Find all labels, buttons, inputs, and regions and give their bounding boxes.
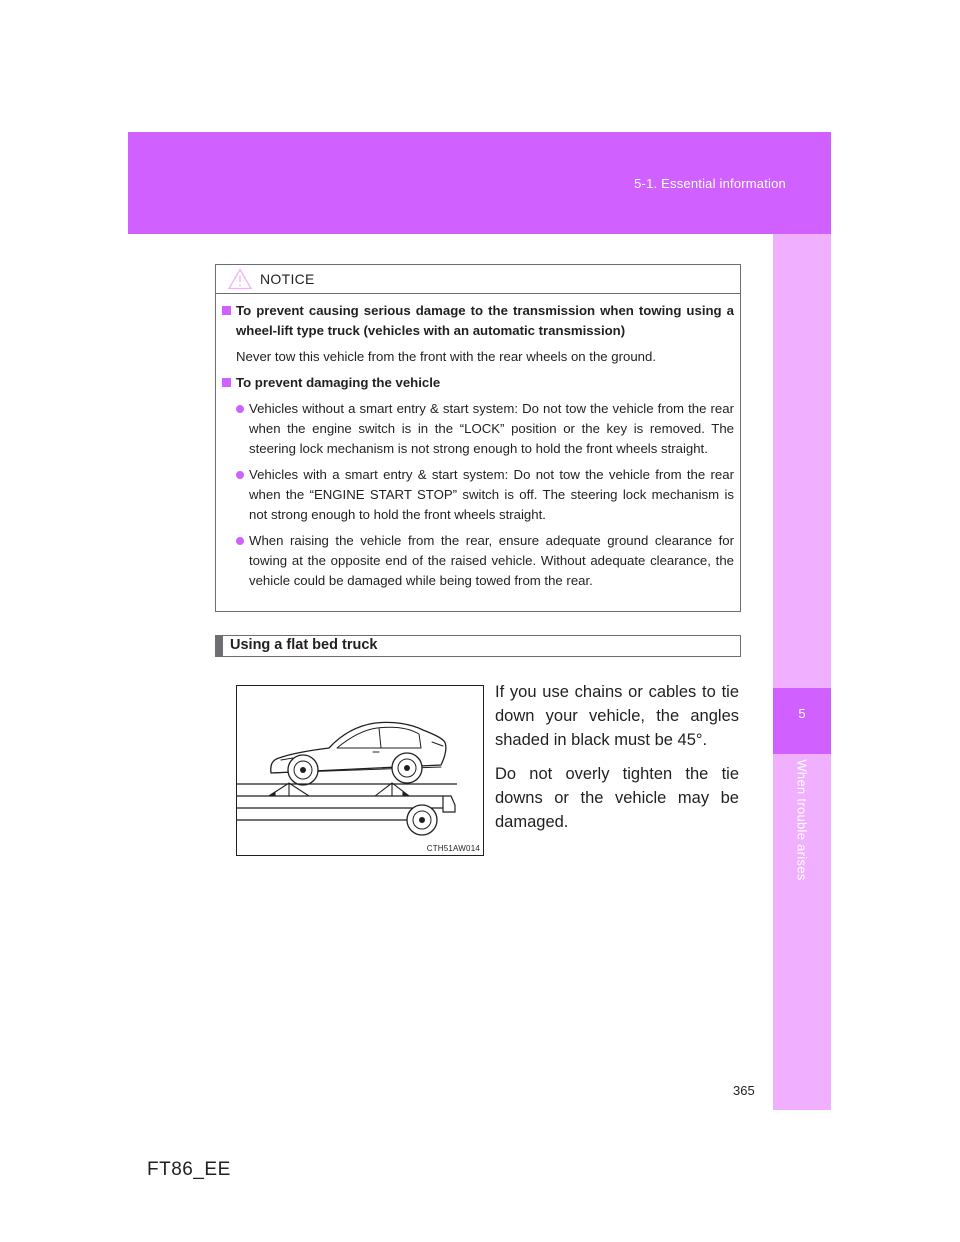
chapter-number: 5 <box>798 706 806 721</box>
round-bullet-icon <box>236 471 244 479</box>
round-bullet-icon <box>236 405 244 413</box>
notice-item-heading: To prevent causing serious damage to the transmission when towing using a wheel-lift type truck (vehicles with an automatic transmission) <box>222 301 734 341</box>
page-number: 365 <box>733 1083 755 1098</box>
notice-body <box>222 301 734 591</box>
notice-bullet: When raising the vehicle from the rear, ensure adequate ground clearance for towing at the opposite end of the raised vehicle. Without adequate clearance, the vehicle could be damaged while being towed from the rear. <box>236 531 734 591</box>
notice-bullet: Vehicles with a smart entry & start system: Do not tow the vehicle from the rear when the “ENGINE START STOP” switch is off. The steering lock mechanism is not strong enough to hold the front wheels straight. <box>236 465 734 525</box>
square-bullet-icon <box>222 378 231 387</box>
instruction-paragraph: If you use chains or cables to tie down your vehicle, the angles shaded in black must be 45°. <box>495 683 739 749</box>
notice-item-text: Never tow this vehicle from the front with the rear wheels on the ground. <box>236 349 657 364</box>
instruction-paragraph: Do not overly tighten the tie downs or the vehicle may be damaged. <box>495 765 739 831</box>
chapter-label: When trouble arises <box>794 759 810 881</box>
header-band <box>128 132 831 234</box>
chapter-tab[interactable] <box>773 688 831 754</box>
square-bullet-icon <box>222 306 231 315</box>
figure-code: CTH51AW014 <box>426 844 480 853</box>
warning-triangle-icon <box>228 268 252 290</box>
notice-bullet: Vehicles without a smart entry & start system: Do not tow the vehicle from the rear when the engine switch is in the “LOCK” position or the key is removed. The steering lock mechanism is not strong enough to hold the front wheels straight. <box>236 399 734 459</box>
flatbed-truck-illustration <box>236 685 484 856</box>
instruction-text <box>495 680 739 844</box>
section-title: Using a flat bed truck <box>230 637 378 653</box>
notice-title: NOTICE <box>260 271 315 287</box>
notice-header <box>228 268 315 290</box>
notice-divider <box>216 293 740 294</box>
round-bullet-icon <box>236 537 244 545</box>
section-heading-bar <box>215 635 741 657</box>
side-tab-strip <box>773 234 831 1110</box>
section-header: 5-1. Essential information <box>634 176 786 191</box>
notice-box <box>215 264 741 612</box>
notice-item-heading: To prevent damaging the vehicle <box>222 373 734 393</box>
flatbed-car-drawing <box>237 686 483 855</box>
footer-code: FT86_EE <box>147 1159 231 1180</box>
section-accent <box>216 636 223 656</box>
